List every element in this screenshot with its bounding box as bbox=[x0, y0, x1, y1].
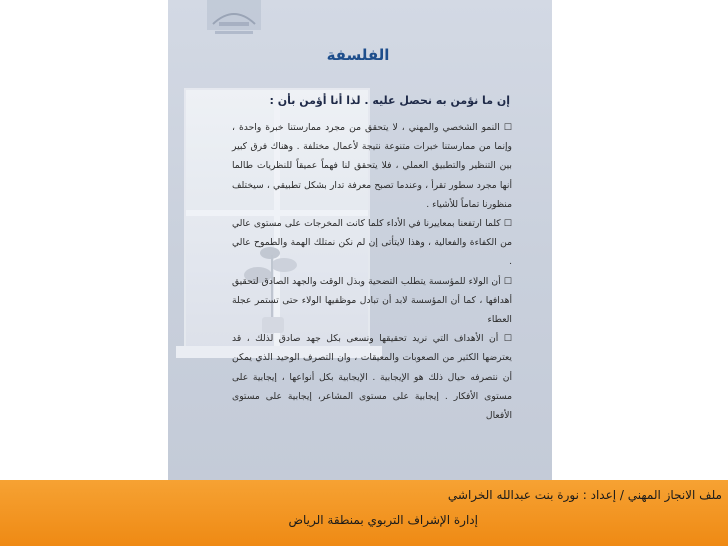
footer-author: ملف الانجاز المهني / إعداد : نورة بنت عبدالله الخراشي bbox=[447, 488, 722, 502]
page-title: الفلسفة bbox=[326, 46, 390, 64]
scanned-page bbox=[168, 0, 552, 480]
paragraph: ☐ أن الأهداف التي نريد تحقيقها ونسعى بكل جهد صادق لذلك ، قد يعترضها الكثير من الصعوبات والمعيقات ، وان التصرف الوحيد الذي يمكن أن نتصرفه حيال ذلك هو الإيجابية . الإيجابية بكل أنواعها ، إيجابية على مستوى الأفكار . إيجابية على مستوى المشاعر، إيجابية على مستوى الأفعال bbox=[232, 333, 512, 422]
footer-band bbox=[0, 480, 728, 546]
paragraph: ☐ النمو الشخصي والمهني ، لا يتحقق من مجرد ممارستنا خبرة واحدة ، وإنما من ممارستنا خبرات متنوعة نتيجة لأعمال مختلفة . وهناك فرق كبير بين التنظير والتطبيق العملي ، فلا يتحقق لنا فهماً عميقاً للنظريات طالما أنها مجرد سطور تقرأ ، وعندما تصبح معرفة تدار بشكل تطبيقي ، سيختلف منظورنا تماماً للأشياء . bbox=[232, 122, 512, 210]
paragraph: ☐ كلما ارتفعنا بمعاييرنا في الأداء كلما كانت المخرجات على مستوى عالي من الكفاءة والفعالية ، وهذا لايتأتى إن لم نكن نمتلك الهمة والطموح عالي . bbox=[232, 218, 512, 268]
footer-department: إدارة الإشراف التربوي بمنطقة الرياض bbox=[288, 513, 478, 527]
paragraph: ☐ أن الولاء للمؤسسة يتطلب التضحية وبذل الوقت والجهد الصادق لتحقيق أهدافها ، كما أن المؤسسة لابد أن تبادل موظفيها الولاء حتى تستمر عجلة العطاء bbox=[232, 275, 512, 326]
institution-logo-icon bbox=[205, 0, 263, 38]
page-subtitle: إن ما نؤمن به نحصل عليه . لذا أنا أؤمن بأن : bbox=[269, 94, 510, 107]
body-text bbox=[232, 118, 512, 425]
